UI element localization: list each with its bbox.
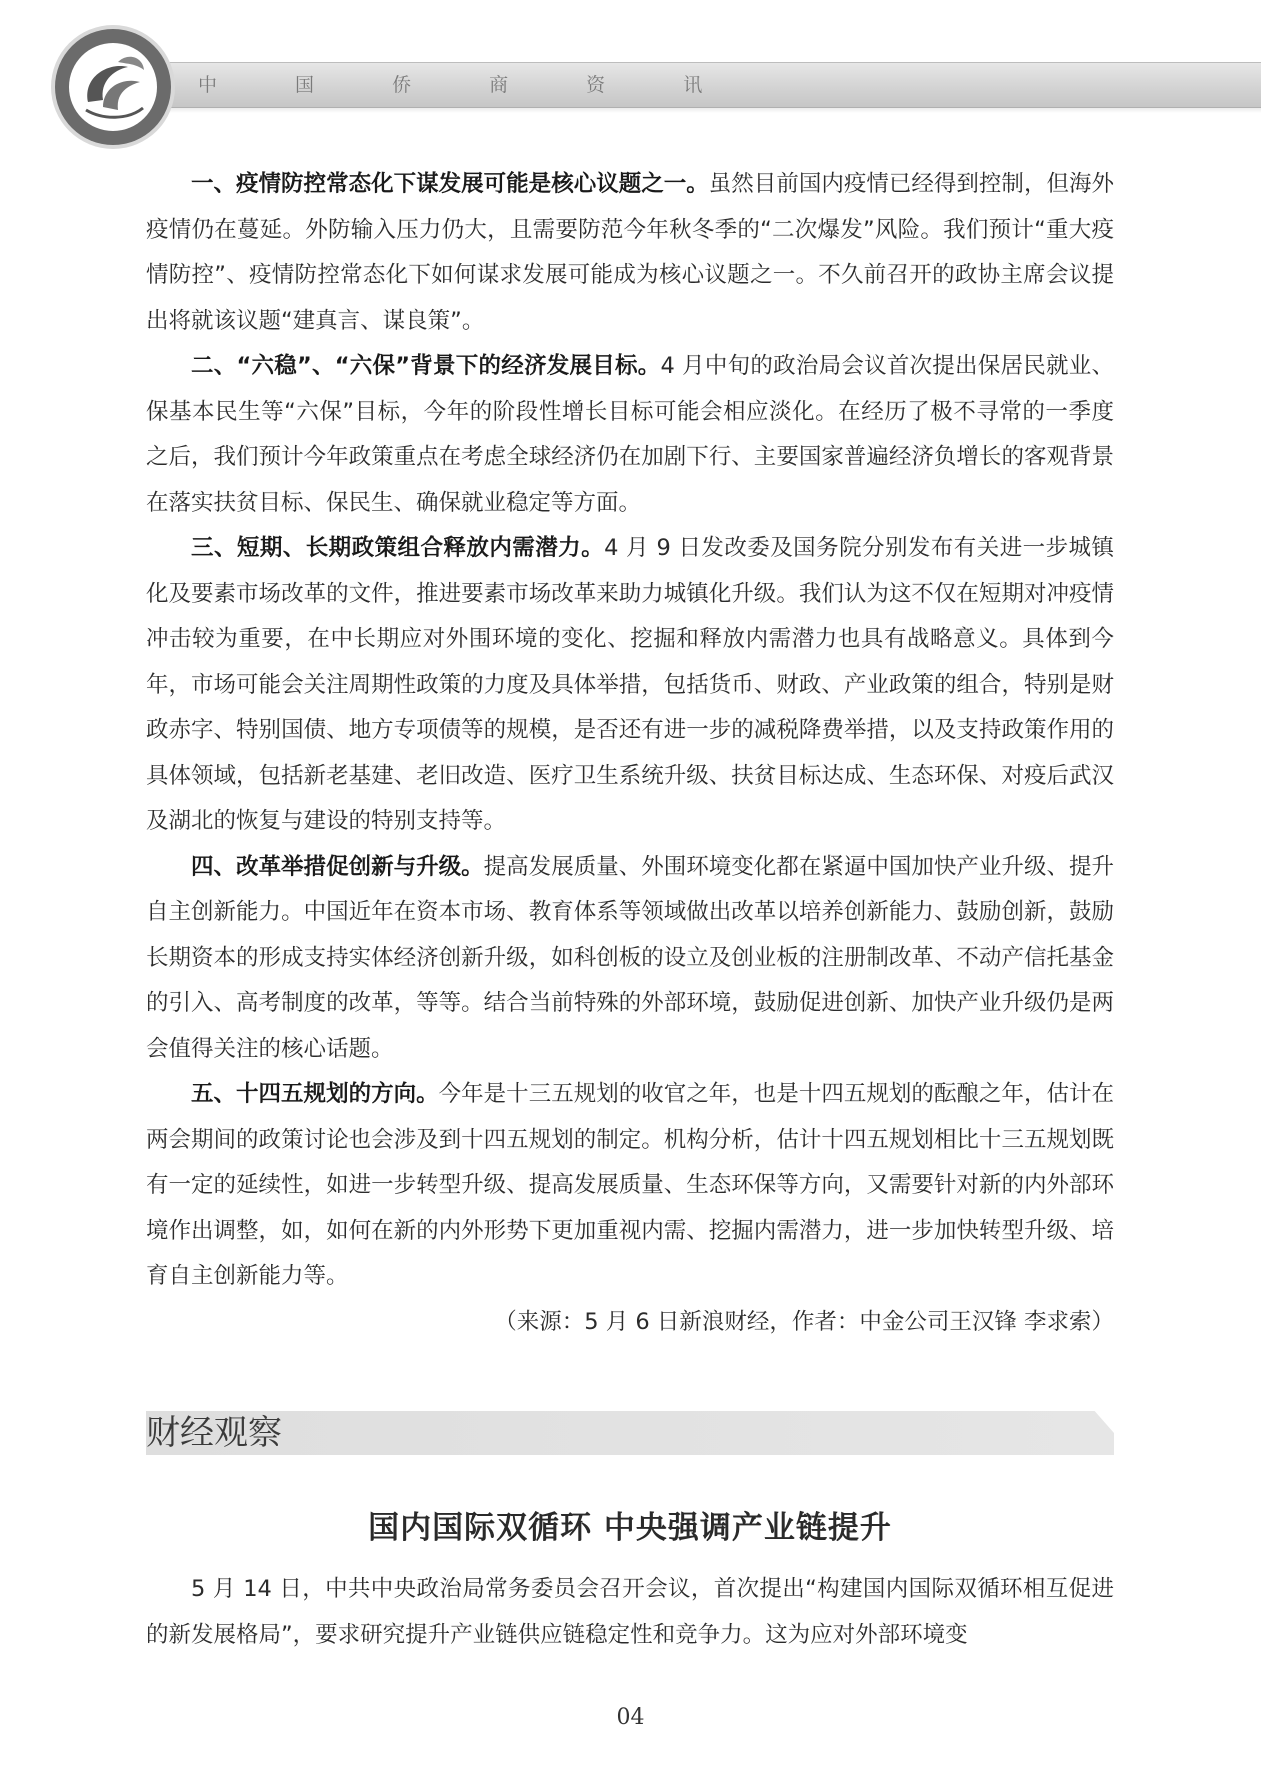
page-number: 04 xyxy=(616,1705,645,1730)
source-attribution: （来源：5 月 6 日新浪财经，作者：中金公司王汉锋 李求索） xyxy=(494,1308,1114,1335)
article-content xyxy=(146,162,1114,1345)
article-lead: 5 月 14 日，中共中央政治局常务委员会召开会议，首次提出“构建国内国际双循环相互促进的新发展格局”，要求研究提升产业链供应链稳定性和竞争力。这为应对外部环境变 xyxy=(146,1576,1114,1648)
paragraph-5: 五、十四五规划的方向。今年是十三五规划的收官之年，也是十四五规划的酝酿之年，估计在两会期间的政策讨论也会涉及到十四五规划的制定。机构分析，估计十四五规划相比十三五规划既有一定的延续性，如进一步转型升级、提高发展质量、生态环保等方向，又需要针对新的内外部环境作出调整，如，如何在新的内外形势下更加重视内需、挖掘内需潜力，进一步加快转型升级、培育自主创新能力等。 xyxy=(146,1081,1114,1289)
article-body xyxy=(146,1567,1114,1658)
header-title: 中 国 侨 商 资 讯 xyxy=(198,74,739,96)
logo-icon xyxy=(48,22,178,152)
paragraph-3: 三、短期、长期政策组合释放内需潜力。4 月 9 日发改委及国务院分别发布有关进一步城镇化及要素市场改革的文件，推进要素市场改革来助力城镇化升级。我们认为这不仅在短期对冲疫情冲击较为重要，在中长期应对外围环境的变化、挖掘和释放内需潜力也具有战略意义。具体到今年，市场可能会关注周期性政策的力度及具体举措，包括货币、财政、产业政策的组合，特别是财政赤字、特别国债、地方专项债等的规模，是否还有进一步的减税降费举措，以及支持政策作用的具体领域，包括新老基建、老旧改造、医疗卫生系统升级、扶贫目标达成、生态环保、对疫后武汉及湖北的恢复与建设的特别支持等。 xyxy=(146,535,1114,834)
paragraph-2: 二、“六稳”、“六保”背景下的经济发展目标。4 月中旬的政治局会议首次提出保居民就业、保基本民生等“六保”目标，今年的阶段性增长目标可能会相应淡化。在经历了极不寻常的一季度之后，我们预计今年政策重点在考虑全球经济仍在加剧下行、主要国家普遍经济负增长的客观背景在落实扶贫目标、保民生、确保就业稳定等方面。 xyxy=(146,353,1114,516)
section-bar xyxy=(146,1411,1114,1455)
section-label: 财经观察 xyxy=(146,1413,282,1453)
paragraph-4: 四、改革举措促创新与升级。提高发展质量、外围环境变化都在紧逼中国加快产业升级、提升自主创新能力。中国近年在资本市场、教育体系等领域做出改革以培养创新能力、鼓励创新，鼓励长期资本的形成支持实体经济创新升级，如科创板的设立及创业板的注册制改革、不动产信托基金的引入、高考制度的改革，等等。结合当前特殊的外部环境，鼓励促进创新、加快产业升级仍是两会值得关注的核心话题。 xyxy=(146,853,1114,1062)
paragraph-1: 一、疫情防控常态化下谋发展可能是核心议题之一。虽然目前国内疫情已经得到控制，但海外疫情仍在蔓延。外防输入压力仍大，且需要防范今年秋冬季的“二次爆发”风险。我们预计“重大疫情防控”、疫情防控常态化下如何谋求发展可能成为核心议题之一。不久前召开的政协主席会议提出将就该议题“建真言、谋良策”。 xyxy=(146,171,1114,334)
article-title: 国内国际双循环 中央强调产业链提升 xyxy=(368,1510,892,1546)
